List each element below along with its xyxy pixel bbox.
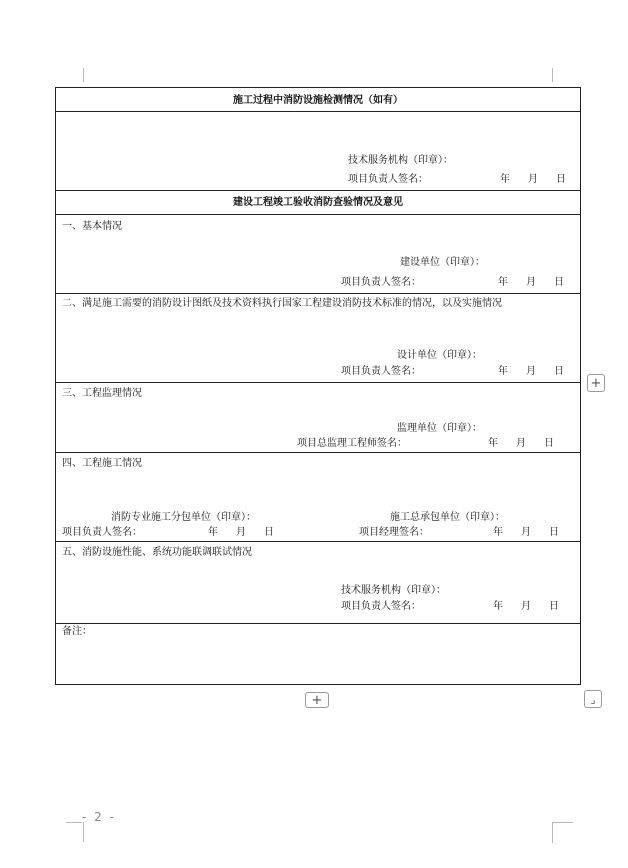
construction-heading: 四、工程施工情况 (62, 458, 142, 469)
section-title-testing: 施工过程中消防设施检测情况（如有） (233, 95, 403, 106)
general-contractor-label: 施工总承包单位（印章）： (390, 512, 505, 523)
date-year: 年 (500, 174, 510, 185)
crop-mark-top-left (57, 68, 84, 82)
date-day: 日 (549, 601, 559, 612)
row-divider (56, 541, 580, 542)
row-divider (56, 214, 580, 215)
date-year: 年 (498, 366, 508, 377)
row-divider (56, 190, 580, 191)
project-leader-signature-label: 项目负责人签名： (341, 277, 421, 288)
date-month: 月 (526, 277, 536, 288)
basic-info-heading: 一、基本情况 (62, 221, 122, 232)
row-divider (56, 293, 580, 294)
section-title-acceptance: 建设工程竣工验收消防查验情况及意见 (233, 197, 403, 208)
project-manager-signature-label: 项目经理签名： (359, 527, 429, 538)
crop-mark-bottom-right (552, 822, 573, 843)
date-month: 月 (521, 601, 531, 612)
tech-service-org-label: 技术服务机构（印章）： (341, 585, 446, 596)
date-year: 年 (493, 527, 503, 538)
date-month: 月 (528, 174, 538, 185)
date-month: 月 (236, 527, 246, 538)
resize-corner-icon: ⌟ (590, 692, 596, 706)
design-unit-label: 设计单位（印章）： (397, 350, 482, 361)
plus-icon: + (311, 692, 323, 708)
table-resize-handle[interactable] (584, 690, 602, 708)
tech-service-org-label: 技术服务机构（印章）： (348, 155, 453, 166)
date-year: 年 (488, 438, 498, 449)
date-day: 日 (556, 174, 566, 185)
project-leader-signature-label: 项目负责人签名： (348, 174, 428, 185)
date-year: 年 (493, 601, 503, 612)
system-testing-heading: 五、消防设施性能、系统功能联调联试情况 (62, 547, 252, 558)
date-month: 月 (516, 438, 526, 449)
date-day: 日 (264, 527, 274, 538)
project-leader-signature-label: 项目负责人签名： (62, 527, 142, 538)
date-day: 日 (554, 277, 564, 288)
supervision-heading: 三、工程监理情况 (62, 388, 142, 399)
project-leader-signature-label: 项目负责人签名： (341, 366, 421, 377)
fire-subcontractor-label: 消防专业施工分包单位（印章）： (111, 512, 256, 523)
page-number: - 2 - (82, 810, 116, 824)
date-day: 日 (554, 366, 564, 377)
date-month: 月 (526, 366, 536, 377)
add-column-button[interactable] (587, 374, 605, 392)
plus-icon: + (590, 375, 602, 391)
date-day: 日 (549, 527, 559, 538)
date-day: 日 (544, 438, 554, 449)
row-divider (56, 452, 580, 453)
chief-supervisor-signature-label: 项目总监理工程师签名： (297, 438, 407, 449)
crop-mark-bottom-left-h (66, 822, 82, 823)
row-divider (56, 111, 580, 112)
crop-mark-top-right (552, 68, 579, 82)
date-month: 月 (521, 527, 531, 538)
crop-mark-bottom-left (57, 822, 84, 842)
remarks-label: 备注： (62, 626, 92, 637)
inspection-form-table (55, 87, 581, 685)
row-divider (56, 382, 580, 383)
design-docs-heading: 二、满足施工需要的消防设计图纸及技术资料执行国家工程建设消防技术标准的情况，以及实施情况 (62, 298, 502, 309)
supervision-unit-label: 监理单位（印章）： (397, 423, 482, 434)
row-divider (56, 623, 580, 624)
date-year: 年 (498, 277, 508, 288)
construction-unit-label: 建设单位（印章）： (400, 257, 485, 268)
date-year: 年 (208, 527, 218, 538)
project-leader-signature-label: 项目负责人签名： (341, 601, 421, 612)
add-row-button[interactable] (305, 692, 329, 708)
